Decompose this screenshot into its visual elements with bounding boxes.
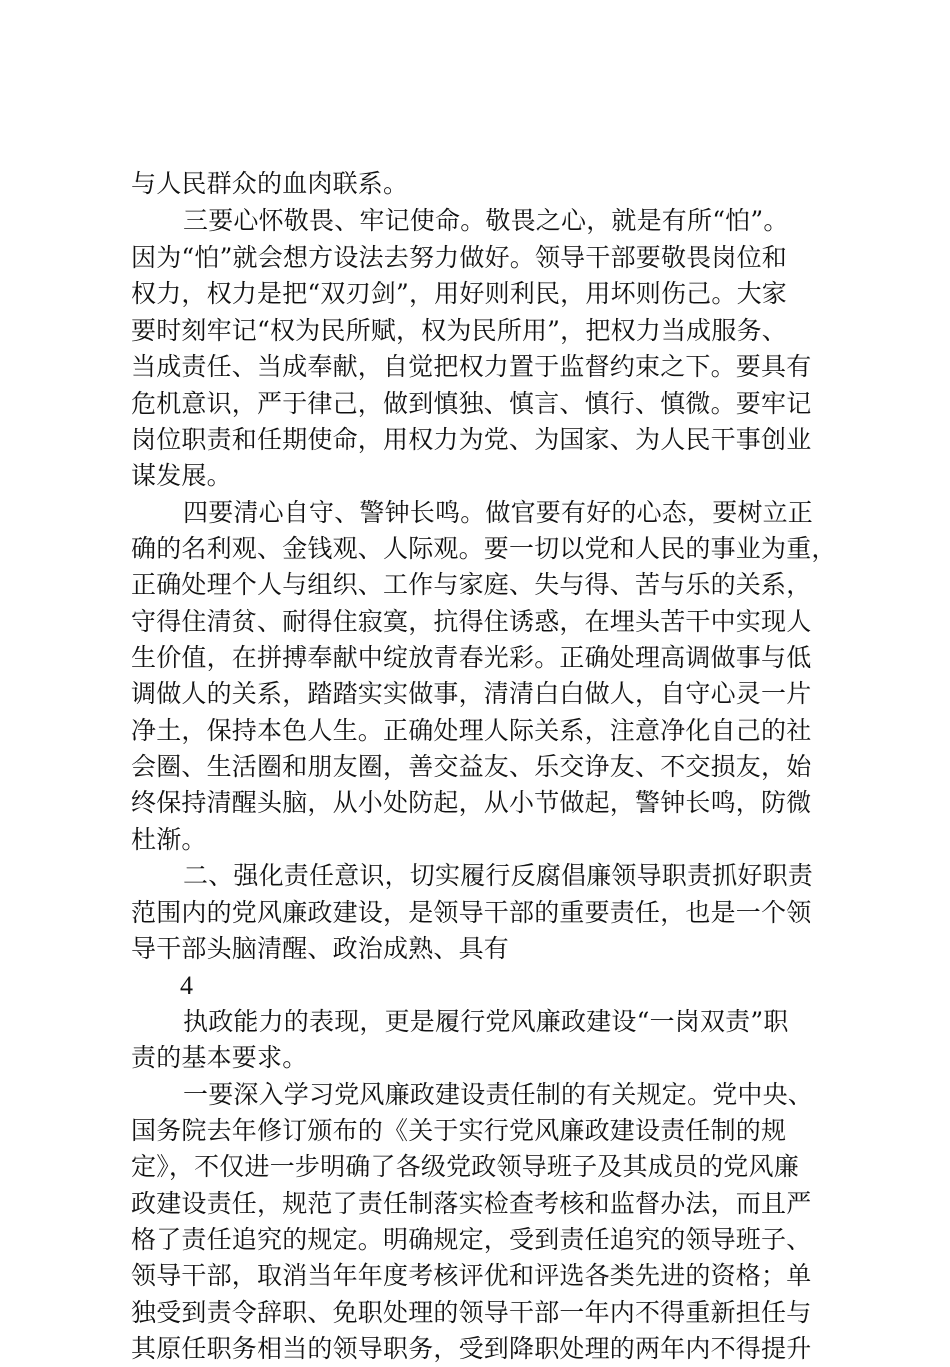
text-line: 导干部头脑清醒、政治成熟、具有 [131, 934, 510, 963]
text-line: 权力，权力是把“双刃剑”，用好则利民，用坏则伤己。大家 [131, 279, 787, 308]
text-line: 定》，不仅进一步明确了各级党政领导班子及其成员的党风廉 [131, 1152, 799, 1181]
text-line: 范围内的党风廉政建设，是领导干部的重要责任，也是一个领 [131, 898, 812, 927]
text-line: 四要清心自守、警钟长鸣。做官要有好的心态，要树立正 [183, 498, 814, 527]
text-line: 责的基本要求。 [131, 1043, 308, 1072]
text-line: 杜渐。 [131, 825, 207, 854]
text-line: 谋发展。 [131, 461, 232, 490]
text-line: 当成责任、当成奉献，自觉把权力置于监督约束之下。要具有 [131, 352, 812, 381]
text-line: 与人民群众的血肉联系。 [131, 169, 409, 198]
text-line: 终保持清醒头脑，从小处防起，从小节做起，警钟长鸣，防微 [131, 788, 812, 817]
text-line: 净土，保持本色人生。正确处理人际关系，注意净化自己的社 [131, 716, 812, 745]
text-line: 因为“怕”就会想方设法去努力做好。领导干部要敬畏岗位和 [131, 243, 787, 272]
text-line: 一要深入学习党风廉政建设责任制的有关规定。党中央、 [183, 1080, 814, 1109]
text-line: 会圈、生活圈和朋友圈，善交益友、乐交诤友、不交损友，始 [131, 752, 812, 781]
text-line: 领导干部，取消当年年度考核评优和评选各类先进的资格；单 [131, 1261, 812, 1290]
text-line: 危机意识，严于律己，做到慎独、慎言、慎行、慎微。要牢记 [131, 389, 812, 418]
text-line: 守得住清贫、耐得住寂寞，抗得住诱惑，在埋头苦干中实现人 [131, 607, 812, 636]
page-number: 4 [180, 971, 193, 1000]
text-line: 格了责任追究的规定。明确规定，受到责任追究的领导班子、 [131, 1225, 812, 1254]
text-line: 正确处理个人与组织、工作与家庭、失与得、苦与乐的关系， [131, 570, 812, 599]
text-line: 其原任职务相当的领导职务，受到降职处理的两年内不得提升 [131, 1334, 812, 1363]
text-line: 生价值，在拼搏奉献中绽放青春光彩。正确处理高调做事与低 [131, 643, 812, 672]
text-line: 二、强化责任意识，切实履行反腐倡廉领导职责抓好职责 [183, 861, 814, 890]
text-line: 要时刻牢记“权为民所赋，权为民所用”，把权力当成服务、 [131, 316, 787, 345]
text-line: 国务院去年修订颁布的《关于实行党风廉政建设责任制的规 [131, 1116, 787, 1145]
text-line: 调做人的关系，踏踏实实做事，清清白白做人，自守心灵一片 [131, 679, 812, 708]
text-line: 执政能力的表现，更是履行党风廉政建设“一岗双责”职 [183, 1007, 789, 1036]
text-line: 独受到责令辞职、免职处理的领导干部一年内不得重新担任与 [131, 1298, 812, 1327]
text-line: 岗位职责和任期使命，用权力为党、为国家、为人民干事创业 [131, 425, 812, 454]
text-line: 确的名利观、金钱观、人际观。要一切以党和人民的事业为重， [131, 534, 837, 563]
text-line: 三要心怀敬畏、牢记使命。敬畏之心，就是有所“怕”。 [183, 206, 789, 235]
text-line: 政建设责任，规范了责任制落实检查考核和监督办法，而且严 [131, 1189, 812, 1218]
